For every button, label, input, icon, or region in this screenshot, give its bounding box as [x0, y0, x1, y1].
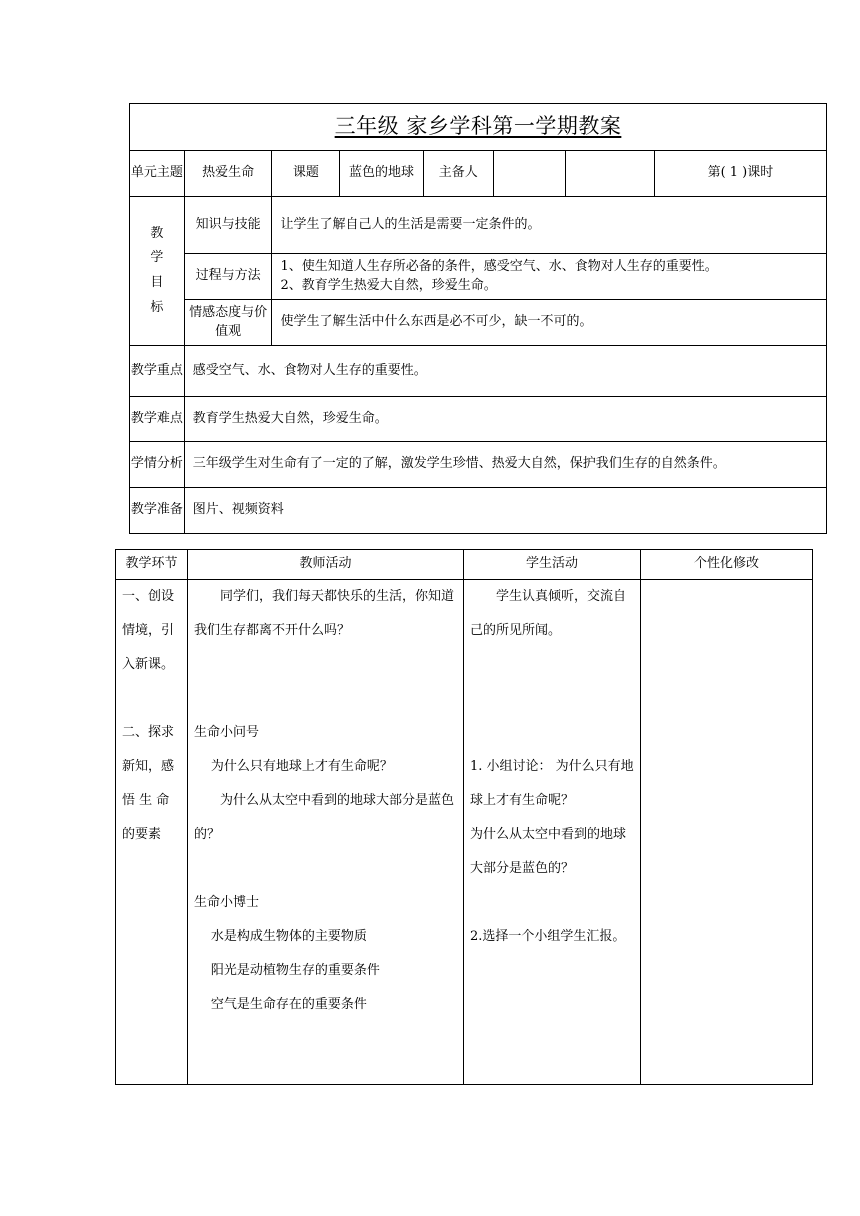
lesson-value: 蓝色的地球 [340, 151, 423, 197]
period: 第( 1 )课时 [654, 151, 826, 197]
goal-label-knowledge: 知识与技能 [184, 197, 272, 254]
header-modify: 个性化修改 [641, 550, 813, 580]
unit-value: 热爱生命 [184, 151, 272, 197]
goal-text-knowledge: 让学生了解自己人的生活是需要一定条件的。 [272, 197, 827, 254]
student-cell [464, 580, 641, 1085]
teacher-cell [188, 580, 464, 1085]
header-teacher: 教师活动 [188, 550, 464, 580]
stage-1: 一、创设情境，引入新课。 [122, 589, 175, 672]
goal-text-process: 1、使生知道人生存所必备的条件，感受空气、水、食物对人生存的重要性。 2、教育学生热爱大自然，珍爱生命。 [272, 254, 827, 300]
preparer-label: 主备人 [423, 151, 493, 197]
teacher-fact-1: 水是构成生物体的主要物质 [210, 929, 367, 944]
goal-label-process: 过程与方法 [184, 254, 272, 300]
key-point-text: 感受空气、水、食物对人生存的重要性。 [184, 346, 826, 397]
lesson-label: 课题 [272, 151, 340, 197]
student-activity-2: 1. 小组讨论： 为什么只有地球上才有生命呢？ [470, 759, 634, 808]
teacher-heading-facts: 生命小博士 [194, 895, 260, 910]
unit-label: 单元主题 [130, 151, 185, 197]
teacher-heading-questions: 生命小问号 [194, 725, 260, 740]
blank-cell [566, 151, 655, 197]
teacher-fact-2: 阳光是动植物生存的重要条件 [210, 963, 380, 978]
teacher-question-1: 为什么只有地球上才有生命呢？ [210, 759, 393, 774]
goal-text-emotion: 使学生了解生活中什么东西是必不可少，缺一不可的。 [272, 300, 827, 346]
preparation-label: 教学准备 [130, 488, 185, 534]
goal-label-emotion: 情感态度与价值观 [184, 300, 272, 346]
preparation-text: 图片、视频资料 [184, 488, 826, 534]
header-stage: 教学环节 [116, 550, 188, 580]
difficulty-label: 教学难点 [130, 397, 185, 442]
student-activity-3: 为什么从太空中看到的地球大部分是蓝色的？ [470, 827, 627, 876]
page-title: 三年级 家乡学科第一学期教案 [130, 104, 827, 151]
student-activity-4: 2.选择一个小组学生汇报。 [470, 929, 626, 944]
lesson-plan-header-table [129, 103, 827, 534]
stage-2: 二、探求新知，感悟 生 命的要素 [122, 725, 175, 842]
analysis-text: 三年级学生对生命有了一定的了解，激发学生珍惜、热爱大自然，保护我们生存的自然条件。 [184, 442, 826, 488]
difficulty-text: 教育学生热爱大自然，珍爱生命。 [184, 397, 826, 442]
teacher-fact-3: 空气是生命存在的重要条件 [210, 997, 367, 1012]
stage-cell [116, 580, 188, 1085]
preparer-value [493, 151, 565, 197]
key-point-label: 教学重点 [130, 346, 185, 397]
analysis-label: 学情分析 [130, 442, 185, 488]
teacher-question-2: 为什么从太空中看到的地球大部分是蓝色的？ [194, 793, 455, 842]
modify-cell [641, 580, 813, 1085]
goals-label: 教学目标 [130, 197, 185, 346]
teaching-process-table [115, 549, 813, 1085]
header-student: 学生活动 [464, 550, 641, 580]
teacher-intro: 同学们，我们每天都快乐的生活，你知道我们生存都离不开什么吗？ [194, 589, 455, 638]
student-activity-1: 学生认真倾听，交流自己的所见所闻。 [470, 589, 627, 638]
